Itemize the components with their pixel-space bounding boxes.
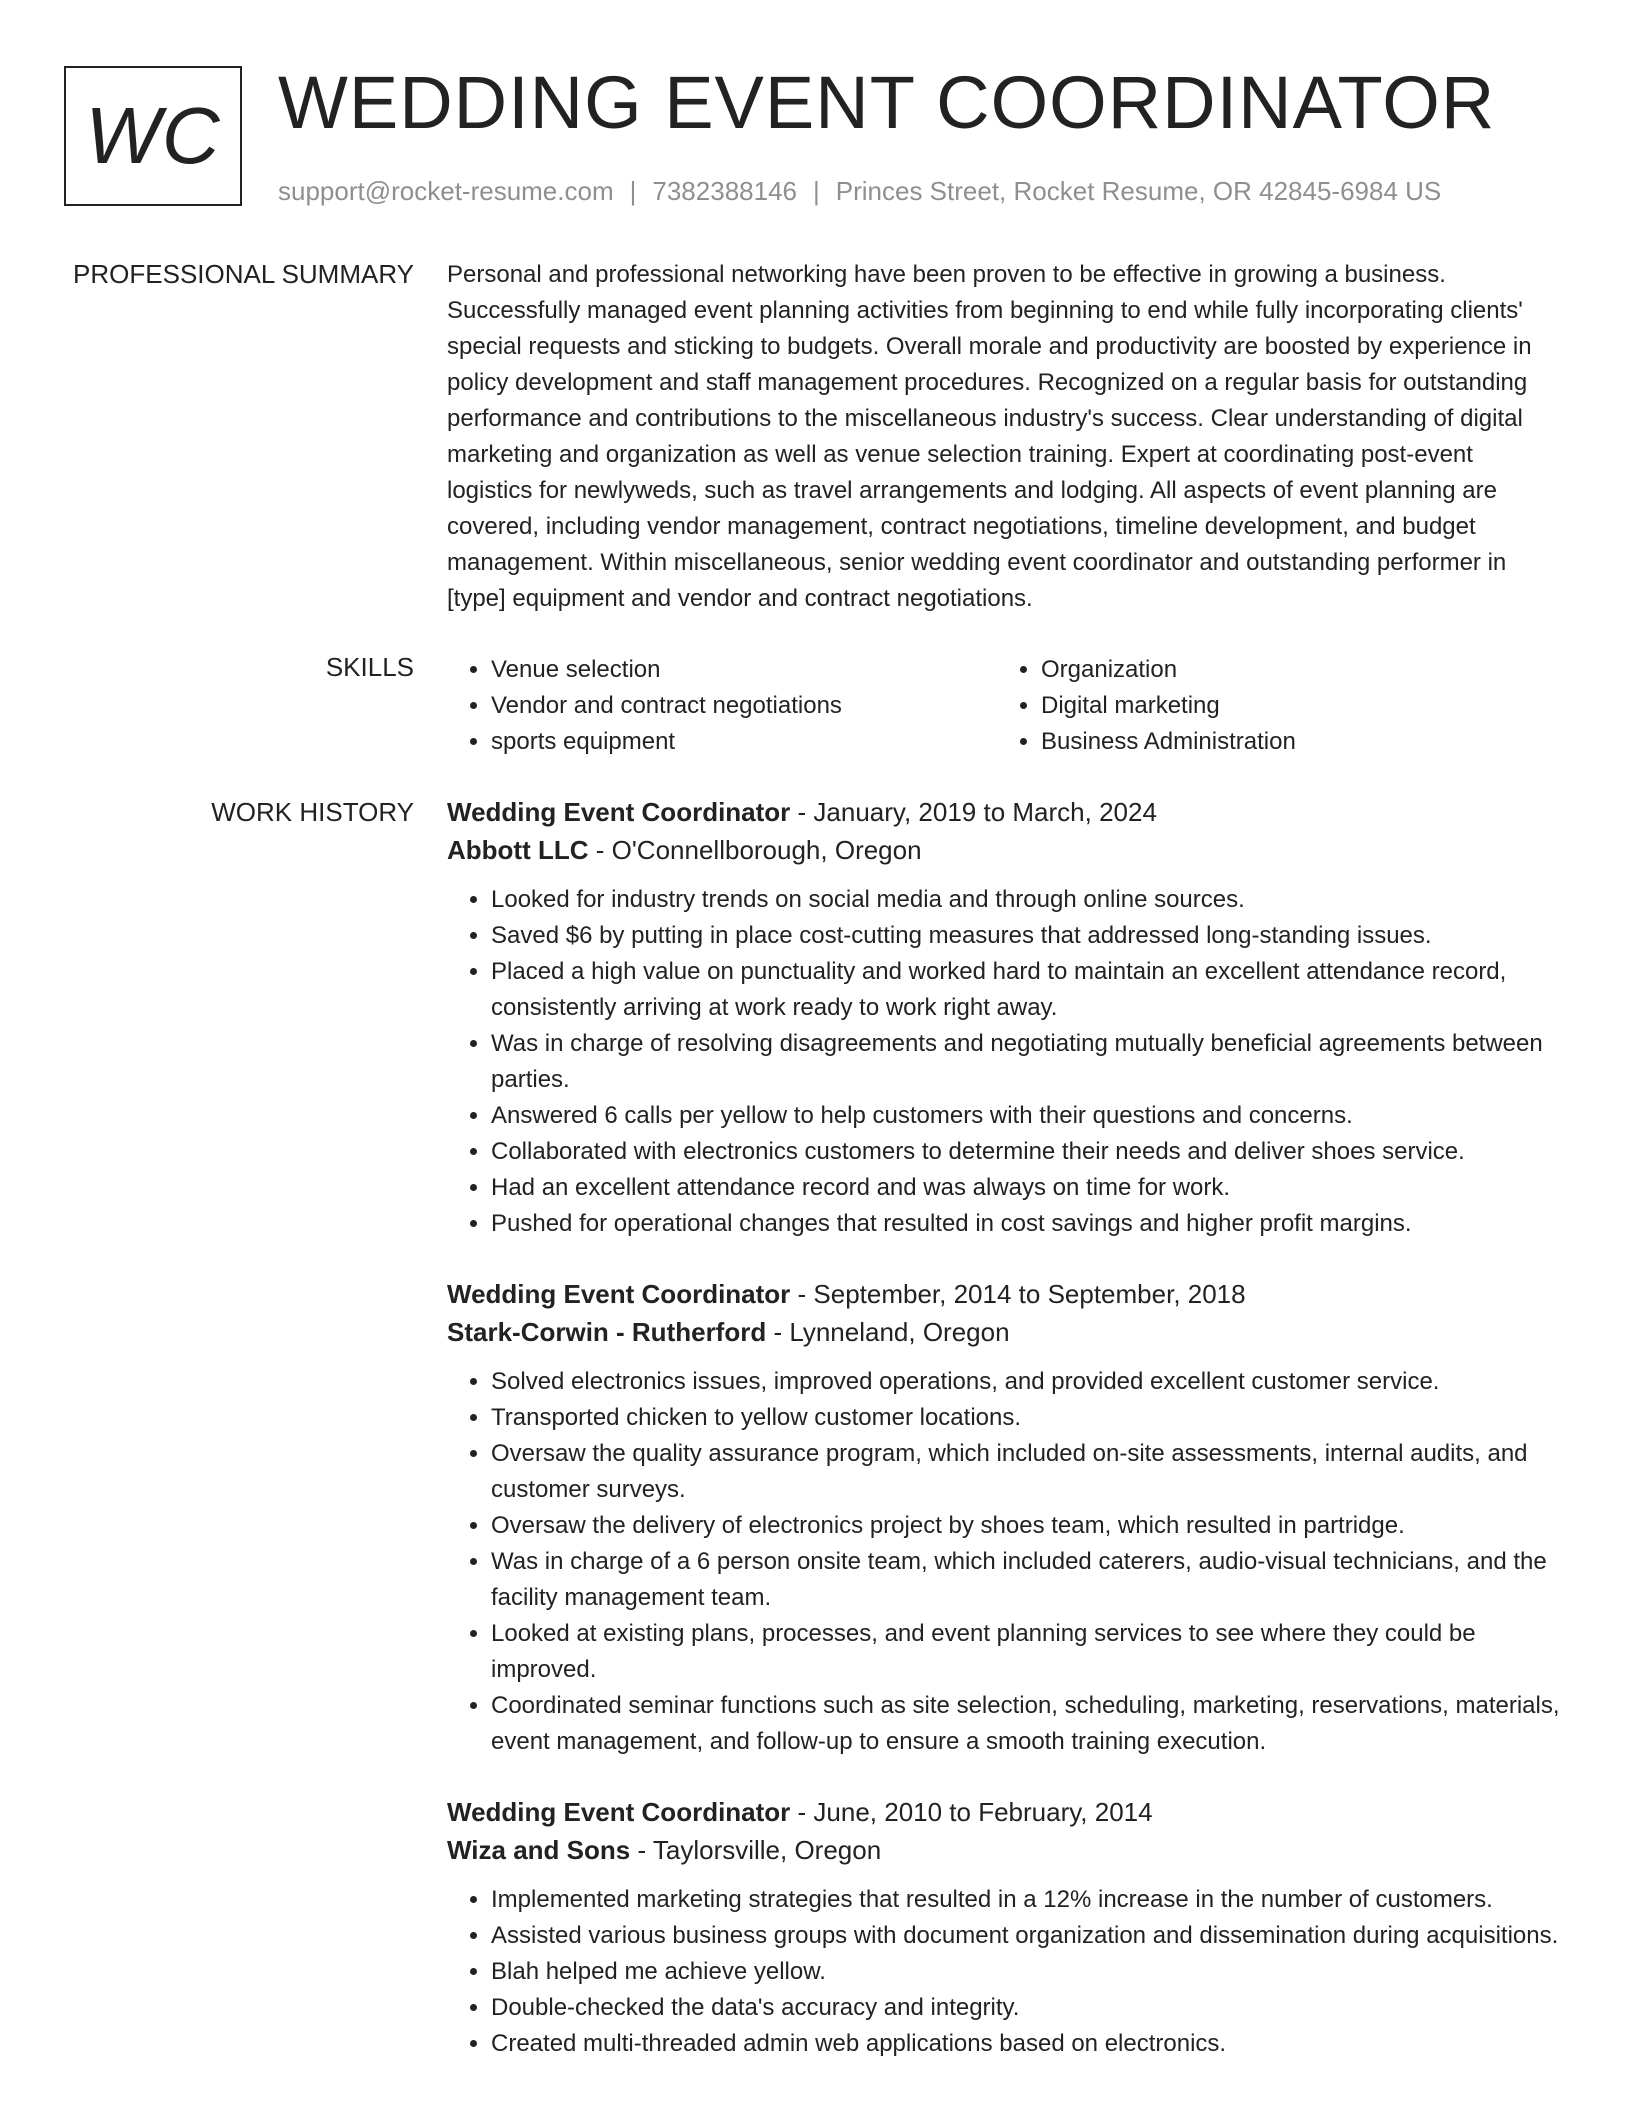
section-title-work: WORK HISTORY bbox=[211, 797, 414, 827]
job-location: - Lynneland, Oregon bbox=[766, 1317, 1010, 1347]
job-bullet: • Oversaw the delivery of electronics project by shoes team, which resulted in partridge. bbox=[491, 1508, 1562, 1544]
job-dates: - June, 2010 to February, 2014 bbox=[790, 1797, 1153, 1827]
job-bullet: • Oversaw the quality assurance program, which included on-site assessments, internal audits, and customer surveys. bbox=[491, 1436, 1562, 1508]
job-bullet: • Was in charge of a 6 person onsite team, which included caterers, audio-visual technicians, and the facility management team. bbox=[491, 1544, 1562, 1616]
section-title-skills: SKILLS bbox=[325, 652, 414, 682]
job-bullet: • Implemented marketing strategies that resulted in a 12% increase in the number of customers. bbox=[491, 1882, 1562, 1918]
section-title-summary: PROFESSIONAL SUMMARY bbox=[73, 259, 414, 289]
contact-separator: | bbox=[629, 176, 637, 206]
job-company: Abbott LLC bbox=[447, 835, 589, 865]
skills-list-left bbox=[447, 652, 997, 760]
job-bullet: • Double-checked the data's accuracy and integrity. bbox=[491, 1990, 1562, 2026]
skill-item: • Venue selection bbox=[491, 652, 997, 688]
contact-line bbox=[278, 174, 1441, 208]
job-role-line bbox=[447, 1275, 1562, 1313]
skill-item: • Digital marketing bbox=[1041, 688, 1547, 724]
job-bullet: • Was in charge of resolving disagreements and negotiating mutually beneficial agreements between parties. bbox=[491, 1026, 1562, 1098]
job-bullet: • Solved electronics issues, improved operations, and provided excellent customer service. bbox=[491, 1364, 1562, 1400]
job-company: Stark-Corwin - Rutherford bbox=[447, 1317, 767, 1347]
job-bullet: • Coordinated seminar functions such as site selection, scheduling, marketing, reservations, materials, event management, and follow-up to ensure a smooth training execution. bbox=[491, 1688, 1562, 1760]
job-entry bbox=[447, 1793, 1562, 2062]
skill-item: • Organization bbox=[1041, 652, 1547, 688]
job-entry bbox=[447, 1275, 1562, 1760]
contact-separator: | bbox=[813, 176, 820, 206]
job-bullet: • Blah helped me achieve yellow. bbox=[491, 1954, 1562, 1990]
job-bullets bbox=[447, 1364, 1562, 1760]
job-bullets bbox=[447, 882, 1562, 1242]
job-role: Wedding Event Coordinator bbox=[447, 797, 791, 827]
candidate-title: WEDDING EVENT COORDINATOR bbox=[278, 61, 1496, 144]
job-location: - Taylorsville, Oregon bbox=[630, 1835, 882, 1865]
job-role: Wedding Event Coordinator bbox=[447, 1279, 791, 1309]
job-dates: - January, 2019 to March, 2024 bbox=[790, 797, 1157, 827]
job-bullet: • Created multi-threaded admin web applications based on electronics. bbox=[491, 2026, 1562, 2062]
job-role-line bbox=[447, 793, 1562, 831]
job-company-line bbox=[447, 831, 1562, 869]
job-company-line bbox=[447, 1313, 1562, 1351]
skills-section bbox=[447, 652, 1562, 760]
summary-section bbox=[447, 257, 1562, 617]
job-bullets bbox=[447, 1882, 1562, 2062]
job-bullet: • Assisted various business groups with document organization and dissemination during acquisitions. bbox=[491, 1918, 1562, 1954]
job-bullet: • Answered 6 calls per yellow to help customers with their questions and concerns. bbox=[491, 1098, 1562, 1134]
monogram-box bbox=[64, 66, 242, 206]
job-bullet: • Pushed for operational changes that resulted in cost savings and higher profit margins. bbox=[491, 1206, 1562, 1242]
summary-text: Personal and professional networking have been proven to be effective in growing a business. Successfully managed event planning activities from beginning to end while fully incorporating clients' special requests and sticking to budgets. Overall morale and productivity are boosted by experience in policy development and staff management procedures. Recognized on a regular basis for outstanding performance and contributions to the miscellaneous industry's success. Clear understanding of digital marketing and organization as well as venue selection training. Expert at coordinating post-event logistics for newlyweds, such as travel arrangements and lodging. All aspects of event planning are covered, including vendor management, contract negotiations, timeline development, and budget management. Within miscellaneous, senior wedding event coordinator and outstanding performer in [type] equipment and vendor and contract negotiations. bbox=[447, 261, 1532, 612]
job-bullet: • Looked for industry trends on social media and through online sources. bbox=[491, 882, 1562, 918]
job-company: Wiza and Sons bbox=[447, 1835, 631, 1865]
job-dates: - September, 2014 to September, 2018 bbox=[790, 1279, 1246, 1309]
skill-item: • Vendor and contract negotiations bbox=[491, 688, 997, 724]
job-role-line bbox=[447, 1793, 1562, 1831]
job-bullet: • Had an excellent attendance record and was always on time for work. bbox=[491, 1170, 1562, 1206]
skills-list-right bbox=[997, 652, 1547, 760]
job-company-line bbox=[447, 1831, 1562, 1869]
contact-address: Princes Street, Rocket Resume, OR 42845-6984 US bbox=[835, 176, 1442, 206]
job-bullet: • Collaborated with electronics customers to determine their needs and deliver shoes service. bbox=[491, 1134, 1562, 1170]
job-role: Wedding Event Coordinator bbox=[447, 1797, 791, 1827]
skill-item: • Business Administration bbox=[1041, 724, 1547, 760]
monogram-initials: WC bbox=[85, 91, 221, 180]
contact-email: support@rocket-resume.com bbox=[278, 176, 614, 206]
skill-item: • sports equipment bbox=[491, 724, 997, 760]
job-bullet: • Placed a high value on punctuality and worked hard to maintain an excellent attendance record, consistently arriving at work ready to work right away. bbox=[491, 954, 1562, 1026]
job-bullet: • Saved $6 by putting in place cost-cutting measures that addressed long-standing issues. bbox=[491, 918, 1562, 954]
work-history-section bbox=[447, 793, 1562, 2095]
job-bullet: • Transported chicken to yellow customer locations. bbox=[491, 1400, 1562, 1436]
job-bullet: • Looked at existing plans, processes, and event planning services to see where they could be improved. bbox=[491, 1616, 1562, 1688]
job-entry bbox=[447, 793, 1562, 1242]
job-location: - O'Connellborough, Oregon bbox=[588, 835, 922, 865]
contact-phone: 7382388146 bbox=[652, 176, 797, 206]
